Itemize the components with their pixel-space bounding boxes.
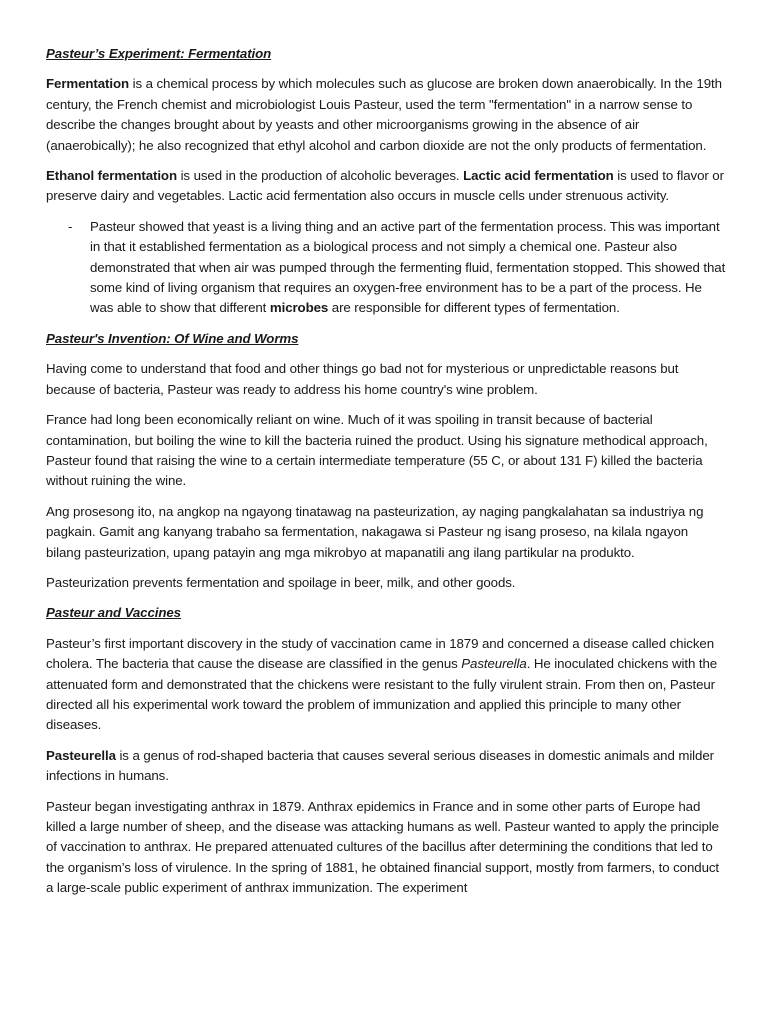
bullet-text: Pasteur showed that yeast is a living thing and an active part of the fermentation process. This was important in that it established fermentation as a biological process and not simply a chemical one. Pasteur also demonstrated that when air was pumped through the fermenting fluid, fermentation stopped. This showed that some kind of living organism that requires an oxygen-free environment has to be a part of the process. He was able to show that different — [90, 218, 726, 316]
heading-fermentation: Pasteur’s Experiment: Fermentation — [46, 46, 272, 61]
paragraph-text: is a chemical process by which molecules such as glucose are broken down anaerobically. In the 19th century, the French chemist and microbiologist Louis Pasteur, used the term "fermentation" in a narrow sense to describe the changes brought about by yeasts and other microorganisms growing in the absence of air (anaerobically); he also recognized that ethyl alcohol and carbon dioxide are not the only products of fermentation. — [46, 76, 722, 153]
heading-invention: Pasteur's Invention: Of Wine and Worms — [46, 330, 299, 346]
paragraph-fermentation-types — [46, 166, 726, 207]
paragraph-text: is used to flavor or preserve dairy and vegetables. Lactic acid fermentation also occurs in muscle cells under strenuous activity. — [46, 168, 724, 204]
paragraph-text: is a genus of rod-shaped bacteria that causes several serious diseases in domestic animals and milder infections in humans. — [46, 747, 714, 784]
genus-pasteurella: Pasteurella — [461, 656, 527, 672]
paragraph-invention-intro: Having come to understand that food and other things go bad not for mysterious or unpredictable reasons but because of bacteria, Pasteur was ready to address his home country's wine problem. — [46, 361, 679, 397]
term-fermentation: Fermentation — [46, 76, 130, 92]
term-lactic-acid-fermentation: Lactic acid fermentation — [463, 168, 614, 184]
paragraph-pasteurella — [46, 746, 726, 787]
heading-vaccines: Pasteur and Vaccines — [46, 605, 181, 621]
bullet-dash: - — [68, 218, 73, 234]
paragraph-invention-pasteurization: Pasteurization prevents fermentation and spoilage in beer, milk, and other goods. — [46, 574, 516, 590]
paragraph-text: . He inoculated chickens with the attenuated form and demonstrated that the chickens were resistant to the fully virulent strain. From then on, Pasteur directed all his experimental work toward the problem of immunization and applied this principle to many other diseases. — [46, 656, 718, 733]
paragraph-fermentation-definition — [46, 74, 726, 156]
term-pasteurella: Pasteurella — [46, 747, 116, 763]
paragraph-invention-wine: France had long been economically reliant on wine. Much of it was spoiling in transit because of bacterial contamination, but boiling the wine to kill the bacteria ruined the product. Using his signature methodical approach, Pasteur found that raising the wine to a certain intermediate temperature (55 C, or about 131 F) killed the bacteria without ruining the wine. — [46, 412, 708, 489]
paragraph-text: Pasteur’s first important discovery in the study of vaccination came in 1879 and concerned a disease called chicken cholera. The bacteria that cause the disease are classified in the genus — [46, 635, 714, 672]
paragraph-text: is used in the production of alcoholic beverages. — [176, 168, 464, 184]
document-page — [46, 44, 726, 909]
bullet-text: are responsible for different types of fermentation. — [328, 300, 620, 316]
paragraph-anthrax: Pasteur began investigating anthrax in 1879. Anthrax epidemics in France and in some other parts of Europe had killed a large number of sheep, and the disease was attacking humans as well. Pasteur wanted to apply the principle of vaccination to anthrax. He prepared attenuated cultures of the bacillus after determining the conditions that led to the organism’s loss of virulence. In the spring of 1881, he obtained financial support, mostly from farmers, to conduct a large-scale public experiment of anthrax immunization. The experiment — [46, 798, 720, 896]
paragraph-vaccines-cholera — [46, 634, 726, 736]
bullet-item-yeast — [46, 217, 726, 319]
term-microbes: microbes — [269, 300, 329, 316]
term-ethanol-fermentation: Ethanol fermentation — [46, 168, 177, 184]
paragraph-invention-filipino: Ang prosesong ito, na angkop na ngayong tinatawag na pasteurization, ay naging pangkalahatan sa industriya ng pagkain. Gamit ang kanyang trabaho sa fermentation, nakagawa si Pasteur ng isang proseso, na kilala ngayon bilang pasteurization, upang patayin ang mga mikrobyo at mapanatili ang ilang partikular na produkto. — [46, 503, 704, 560]
